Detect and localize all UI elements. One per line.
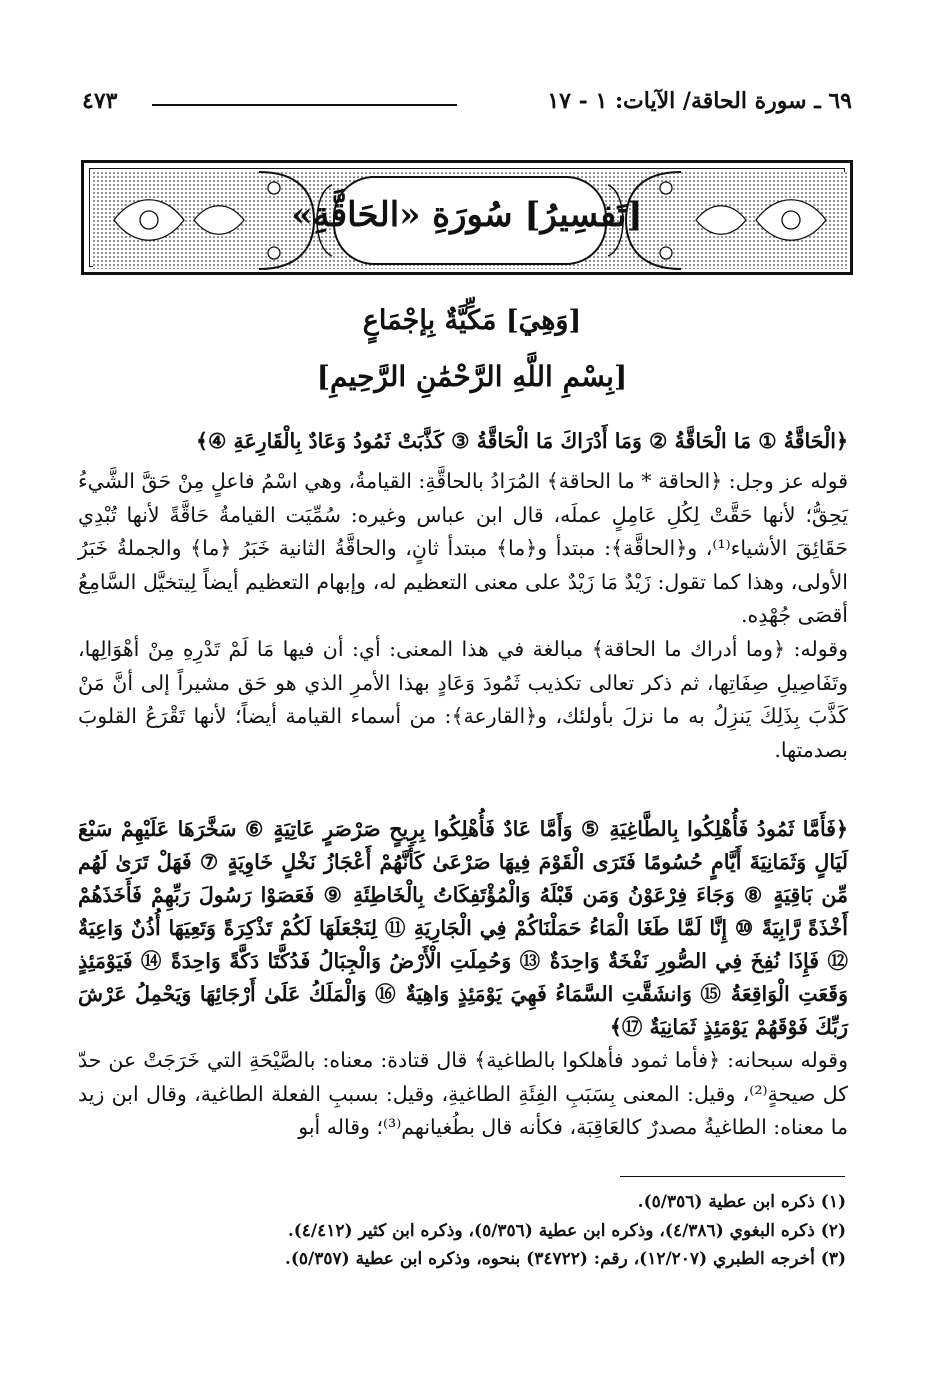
commentary-block-3 bbox=[78, 1044, 848, 1145]
surah-title: [تَفسِيرُ] سُورَةِ «الحَاقَّةِ» bbox=[291, 195, 643, 235]
quran-verses-block-1 bbox=[78, 425, 848, 458]
footnotes bbox=[80, 1188, 846, 1274]
footnote-1: (١) ذكره ابن عطية (٥/٣٥٦). bbox=[637, 1192, 846, 1212]
commentary-block-2 bbox=[78, 633, 848, 767]
commentary-block-1 bbox=[78, 465, 848, 633]
footnote-2: (٢) ذكره البغوي (٤/٣٨٦)، وذكره ابن عطية (٥/٣٥٦)، وذكره ابن كثير (٤/٤١٢). bbox=[287, 1220, 846, 1241]
commentary-paragraph-3: وقوله سبحانه: ﴿فأما ثمود فأهلكوا بالطاغية﴾ قال قتادة: معناه: بالصَّيْحَةِ التي خَرَجَتْ عن حدّ كل صيحةٍ⁽²⁾، وقيل: المعنى بِسَبَبِ الفِئَةِ الطاغيةِ، وقيل: بسببِ الفعلة الطاغية، وقال ابن زيد ما معناه: الطاغيةُ مصدرٌ كالعَاقِبَة، فكأنه قال بطُغيانهم⁽³⁾؛ وقاله أبو bbox=[78, 1048, 848, 1140]
quran-verses-5-17: ﴿فَأَمَّا ثَمُودُ فَأُهْلِكُوا بِالطَّاغِيَةِ ⑤ وَأَمَّا عَادٌ فَأُهْلِكُوا بِرِيحٍ صَرْصَرٍ عَاتِيَةٍ ⑥ سَخَّرَهَا عَلَيْهِمْ سَبْعَ لَيَالٍ وَثَمَانِيَةَ أَيَّامٍ حُسُومًا فَتَرَى الْقَوْمَ فِيهَا صَرْعَىٰ كَأَنَّهُمْ أَعْجَازُ نَخْلٍ خَاوِيَةٍ ⑦ فَهَلْ تَرَىٰ لَهُم مِّن بَاقِيَةٍ ⑧ وَجَاءَ فِرْعَوْنُ وَمَن قَبْلَهُ وَالْمُؤْتَفِكَاتُ بِالْخَاطِئَةِ ⑨ فَعَصَوْا رَسُولَ رَبِّهِمْ فَأَخَذَهُمْ أَخْذَةً رَّابِيَةً ⑩ إِنَّا لَمَّا طَغَا الْمَاءُ حَمَلْنَاكُمْ فِي الْجَارِيَةِ ⑪ لِنَجْعَلَهَا لَكُمْ تَذْكِرَةً وَتَعِيَهَا أُذُنٌ وَاعِيَةٌ ⑫ فَإِذَا نُفِخَ فِي الصُّورِ نَفْخَةٌ وَاحِدَةٌ ⑬ وَحُمِلَتِ الْأَرْضُ وَالْجِبَالُ فَدُكَّتَا دَكَّةً وَاحِدَةً ⑭ فَيَوْمَئِذٍ وَقَعَتِ الْوَاقِعَةُ ⑮ وَانشَقَّتِ السَّمَاءُ فَهِيَ يَوْمَئِذٍ وَاهِيَةٌ ⑯ وَالْمَلَكُ عَلَىٰ أَرْجَائِهَا وَيَحْمِلُ عَرْشَ رَبِّكَ فَوْقَهُمْ يَوْمَئِذٍ ثَمَانِيَةٌ ⑰﴾ bbox=[78, 817, 848, 1039]
page-header bbox=[82, 88, 852, 128]
footnote-3: (٣) أخرجه الطبري (١٢/٢٠٧)، رقم: (٣٤٧٢٢) بنحوه، وذكره ابن عطية (٥/٣٥٧). bbox=[284, 1249, 846, 1269]
surah-title-banner bbox=[81, 160, 853, 275]
basmala: [بِسْمِ اللَّهِ الرَّحْمَٰنِ الرَّحِيمِ] bbox=[316, 360, 628, 393]
commentary-paragraph-1: قوله عز وجل: ﴿الحاقة * ما الحاقة﴾ المُرَادُ بالحاقَّةِ: القيامةُ، وهي اسْمُ فاعلٍ مِنْ حَقَّ الشَّيءُ يَحِقُّ؛ لأنها حَقَّتْ لِكُلِ عَامِلٍ عملَه، قال ابن عباس وغيره: سُمِّيَت القيامةُ حَاقَّةً لأنها تُبْدِي حَقَائِقَ الأشياء⁽¹⁾، و﴿الحاقَّة﴾: مبتدأ و﴿ما﴾ مبتدأ ثانٍ، والحاقَّةُ الثانية خَبَرُ ﴿ما﴾ والجملةُ خَبَرُ الأولى، وهذا كما تقول: زَيْدٌ مَا زَيْدٌ على معنى التعظيم له، وإبهام التعظيم أيضاً لِيتخيَّل السَّامِعُ أقصَى جُهْدِه. bbox=[78, 469, 849, 628]
quran-verses-1-4: ﴿الْحَاقَّةُ ① مَا الْحَاقَّةُ ② وَمَا أَدْرَاكَ مَا الْحَاقَّةُ ③ كَذَّبَتْ ثَمُودُ وَعَادٌ بِالْقَارِعَةِ ④﴾ bbox=[195, 429, 848, 453]
running-title: ٦٩ ـ سورة الحاقة/ الآيات: ١ - ١٧ bbox=[547, 88, 852, 114]
quran-verses-block-2 bbox=[78, 813, 848, 1044]
header-rule bbox=[152, 104, 457, 106]
surah-classification: [وَهِيَ] مَكِّيَّةٌ بِإجْمَاعٍ bbox=[362, 305, 582, 336]
footnote-separator bbox=[620, 1176, 845, 1177]
page-number: ٤٧٣ bbox=[82, 88, 118, 114]
commentary-paragraph-2: وقوله: ﴿وما أدراك ما الحاقة﴾ مبالغة في هذا المعنى: أي: أن فيها مَا لَمْ تَدْرِهِ مِنْ أهْوَالِها، وتَفَاصِيلِ صِفَاتِها، ثم ذكر تعالى تكذيب ثَمُودَ وَعَادٍ بهذا الأمرِ الذي هو حَق مشيراً إلى أنَّ مَنْ كَذَّبَ بِذَلِكَ يَنزِلُ به ما نزلَ بأولئك، و﴿القارعة﴾: من أسماء القيامة أيضاً؛ لأنها تَقْرَعُ القلوبَ بصدمتها. bbox=[78, 637, 848, 762]
